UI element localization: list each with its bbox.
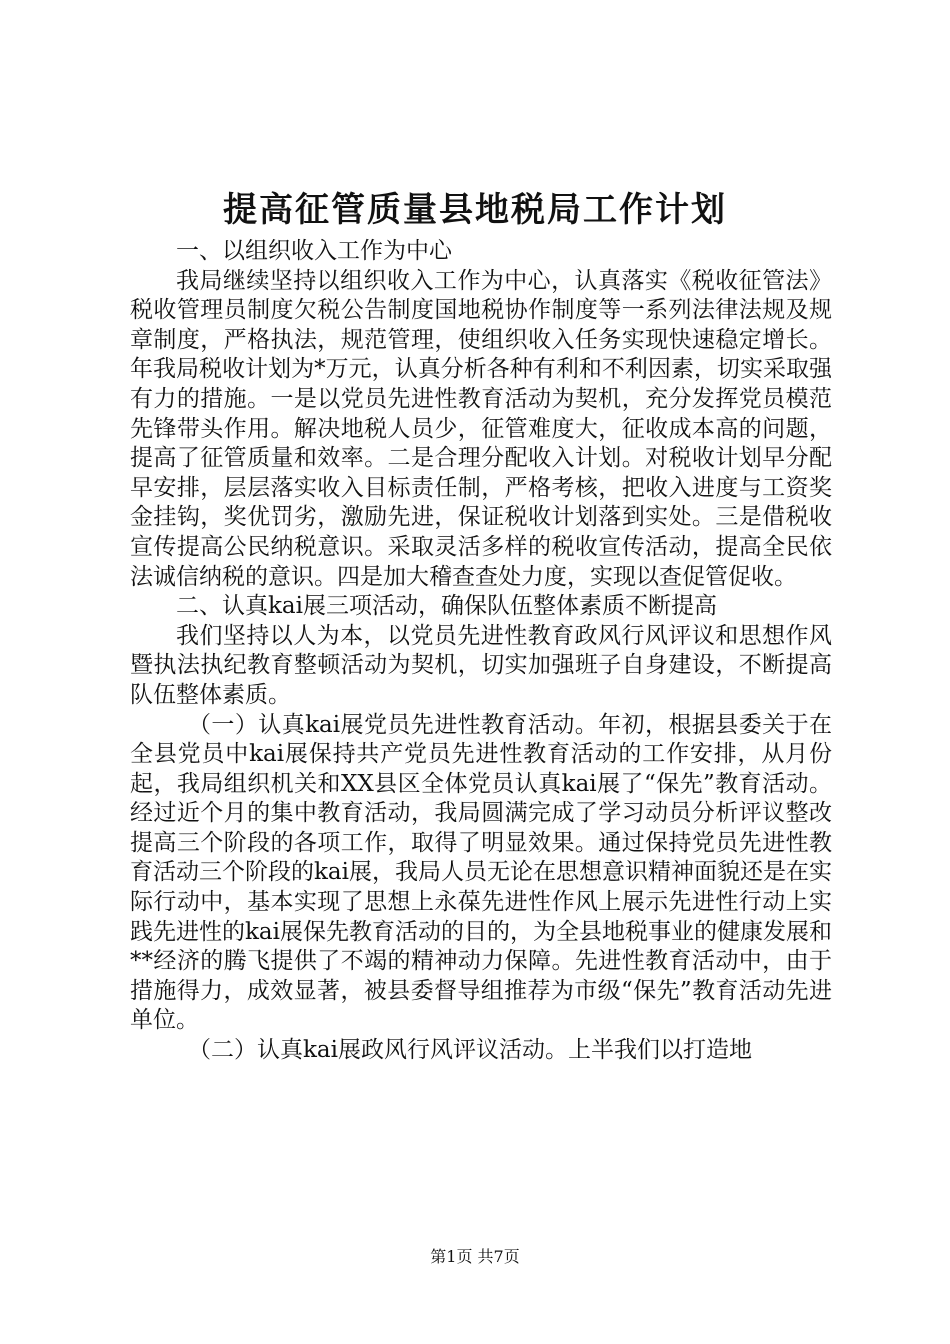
document-body	[130, 237, 832, 1066]
page-footer: 第1页 共7页	[430, 1247, 520, 1266]
paragraph-4: （二）认真kai展政风行风评议活动。上半我们以打造地	[188, 1037, 753, 1064]
section-heading-1: 一、以组织收入工作为中心	[176, 238, 452, 264]
paragraph-1: 我局继续坚持以组织收入工作为中心，认真落实《税收征管法》税收管理员制度欠税公告制度国地税协作制度等一系列法律法规及规章制度，严格执法，规范管理，使组织收入任务实现快速稳定增长。年我局税收计划为*万元，认真分析各种有利和不利因素，切实采取强有力的措施。一是以党员先进性教育活动为契机，充分发挥党员模范先锋带头作用。解决地税人员少，征管难度大，征收成本高的问题，提高了征管质量和效率。二是合理分配收入计划。对税收计划早分配早安排，层层落实收入目标责任制，严格考核，把收入进度与工资奖金挂钩，奖优罚劣，激励先进，保证税收计划落到实处。三是借税收宣传提高公民纳税意识。采取灵活多样的税收宣传活动，提高全民依法诚信纳税的意识。四是加大稽查查处力度，实现以查促管促收。	[130, 267, 832, 590]
paragraph-2: 我们坚持以人为本，以党员先进性教育政风行风评议和思想作风暨执法执纪教育整顿活动为契机，切实加强班子自身建设，不断提高队伍整体素质。	[130, 622, 832, 708]
document-title: 提高征管质量县地税局工作计划	[223, 190, 727, 230]
section-heading-2: 二、认真kai展三项活动，确保队伍整体素质不断提高	[176, 593, 718, 620]
paragraph-3: （一）认真kai展党员先进性教育活动。年初，根据县委关于在全县党员中kai展保持共产党员先进性教育活动的工作安排，从月份起，我局组织机关和XX县区全体党员认真kai展了“保先”教育活动。经过近个月的集中教育活动，我局圆满完成了学习动员分析评议整改提高三个阶段的各项工作，取得了明显效果。通过保持党员先进性教育活动三个阶段的kai展，我局人员无论在思想意识精神面貌还是在实际行动中，基本实现了思想上永葆先进性作风上展示先进性行动上实践先进性的kai展保先教育活动的目的，为全县地税事业的健康发展和**经济的腾飞提供了不竭的精神动力保障。先进性教育活动中，由于措施得力，成效显著，被县委督导组推荐为市级“保先”教育活动先进单位。	[130, 711, 833, 1034]
